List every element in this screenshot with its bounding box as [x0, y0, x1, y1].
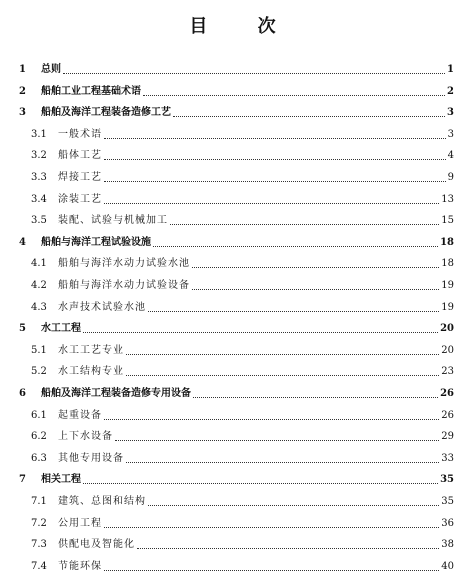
toc-entry-number: 7.2	[31, 517, 47, 529]
toc-dot-leader	[115, 438, 439, 441]
toc-entry-number: 4.1	[31, 258, 47, 270]
toc-entry-page-number: 35	[441, 496, 454, 507]
toc-entry-number: 3.4	[31, 193, 47, 205]
toc-dot-leader	[83, 330, 438, 333]
toc-entry-title: 船舶及海洋工程装备造修工艺	[41, 107, 171, 119]
toc-chapter-entry	[19, 317, 454, 335]
toc-section-entry	[31, 339, 454, 357]
toc-entry-title: 装配、试验与机械加工	[58, 215, 168, 227]
toc-entry-number: 3.1	[31, 128, 47, 140]
toc-entry-number: 3	[19, 107, 26, 119]
toc-section-entry	[31, 404, 454, 422]
toc-entry-page-number: 20	[440, 323, 454, 335]
toc-chapter-entry	[19, 382, 454, 400]
toc-entry-page-number: 2	[447, 85, 454, 97]
toc-entry-page-number: 29	[441, 431, 454, 443]
toc-entry-page-number: 13	[441, 193, 454, 205]
toc-entry-title: 公用工程	[58, 517, 102, 529]
toc-entry-page-number: 4	[447, 150, 454, 162]
toc-section-entry	[31, 512, 454, 530]
toc-dot-leader	[153, 244, 438, 247]
toc-dot-leader	[143, 93, 445, 96]
toc-dot-leader	[126, 373, 439, 376]
toc-entry-number: 3.3	[31, 172, 47, 183]
toc-entry-number: 7.3	[31, 539, 47, 551]
toc-dot-leader	[192, 287, 439, 290]
toc-entry-title: 船舶与海洋水动力试验水池	[58, 258, 190, 270]
toc-entry-number: 5.1	[31, 344, 47, 356]
toc-dot-leader	[126, 352, 439, 355]
toc-section-entry	[31, 425, 454, 443]
toc-entry-title: 一般术语	[58, 128, 102, 140]
toc-section-entry	[31, 533, 454, 551]
toc-entry-title: 船舶与海洋水动力试验设备	[58, 280, 190, 291]
toc-entry-page-number: 19	[441, 280, 454, 291]
toc-entry-title: 涂装工艺	[58, 193, 102, 205]
toc-entry-title: 节能环保	[58, 560, 102, 572]
toc-entry-title: 其他专用设备	[58, 452, 124, 464]
toc-entry-number: 7.1	[31, 496, 47, 507]
toc-section-entry	[31, 144, 454, 162]
toc-entry-page-number: 18	[441, 258, 454, 270]
toc-entry-page-number: 26	[441, 409, 454, 421]
toc-entry-title: 建筑、总图和结构	[58, 496, 146, 507]
toc-dot-leader	[104, 201, 439, 204]
toc-dot-leader	[173, 114, 445, 117]
toc-chapter-entry	[19, 231, 454, 249]
toc-entry-title: 水工工艺专业	[58, 344, 124, 356]
toc-section-entry	[31, 123, 454, 141]
toc-entry-page-number: 35	[440, 474, 454, 486]
toc-entry-number: 2	[19, 85, 26, 97]
toc-chapter-entry	[19, 101, 454, 119]
toc-entry-number: 6.3	[31, 452, 47, 464]
toc-entry-number: 5	[19, 323, 26, 335]
toc-entry-title: 船舶与海洋工程试验设施	[41, 236, 151, 248]
toc-entry-number: 6	[19, 388, 26, 399]
toc-entry-number: 4	[19, 236, 26, 248]
toc-section-entry	[31, 360, 454, 378]
toc-dot-leader	[104, 525, 439, 528]
toc-section-entry	[31, 555, 454, 573]
toc-dot-leader	[63, 71, 445, 74]
toc-entry-number: 5.2	[31, 366, 47, 378]
toc-entry-page-number: 36	[441, 517, 454, 529]
toc-chapter-entry	[19, 468, 454, 486]
toc-section-entry	[31, 209, 454, 227]
toc-entry-page-number: 3	[447, 107, 454, 119]
toc-entry-title: 起重设备	[58, 409, 102, 421]
toc-title: 目 次	[189, 16, 298, 37]
toc-dot-leader	[137, 546, 439, 549]
toc-dot-leader	[104, 136, 446, 139]
toc-entry-number: 7.4	[31, 560, 47, 572]
toc-section-entry	[31, 296, 454, 314]
toc-entry-title: 船舶及海洋工程装备造修专用设备	[41, 388, 191, 399]
toc-section-entry	[31, 274, 454, 292]
toc-section-entry	[31, 447, 454, 465]
toc-section-entry	[31, 188, 454, 206]
toc-entry-title: 水工工程	[41, 323, 81, 335]
toc-entry-page-number: 20	[441, 344, 454, 356]
toc-entry-title: 总则	[41, 64, 61, 75]
toc-entry-title: 水工结构专业	[58, 366, 124, 378]
toc-entry-page-number: 9	[447, 172, 454, 183]
toc-dot-leader	[104, 568, 439, 571]
toc-section-entry	[31, 490, 454, 508]
toc-dot-leader	[104, 179, 446, 182]
toc-entry-number: 7	[19, 474, 26, 486]
toc-dot-leader	[193, 395, 438, 398]
toc-entry-page-number: 23	[441, 366, 454, 378]
toc-entry-page-number: 38	[441, 539, 454, 551]
toc-dot-leader	[148, 309, 439, 312]
toc-entry-title: 水声技术试验水池	[58, 301, 146, 313]
toc-section-entry	[31, 166, 454, 184]
toc-dot-leader	[83, 481, 438, 484]
toc-chapter-entry	[19, 80, 454, 98]
toc-entry-title: 上下水设备	[58, 431, 113, 443]
toc-entry-page-number: 15	[441, 215, 454, 227]
toc-dot-leader	[126, 460, 439, 463]
toc-dot-leader	[104, 157, 446, 160]
toc-entry-number: 6.1	[31, 409, 47, 421]
toc-entry-title: 供配电及智能化	[58, 539, 135, 551]
toc-entry-number: 4.2	[31, 280, 47, 291]
toc-section-entry	[31, 252, 454, 270]
toc-dot-leader	[170, 222, 439, 225]
toc-entry-page-number: 33	[441, 452, 454, 464]
toc-entry-number: 6.2	[31, 431, 47, 443]
toc-entry-title: 焊接工艺	[58, 172, 102, 183]
toc-entry-page-number: 1	[447, 64, 454, 75]
toc-entry-page-number: 26	[440, 388, 454, 399]
toc-entry-number: 3.2	[31, 150, 47, 162]
toc-entry-title: 相关工程	[41, 474, 81, 486]
toc-entry-title: 船体工艺	[58, 150, 102, 162]
toc-chapter-entry	[19, 58, 454, 76]
toc-entry-page-number: 18	[440, 236, 454, 248]
toc-entry-page-number: 19	[441, 301, 454, 313]
toc-entry-number: 3.5	[31, 215, 47, 227]
toc-entry-page-number: 40	[441, 560, 454, 572]
toc-entry-number: 1	[19, 64, 26, 75]
toc-entry-number: 4.3	[31, 301, 47, 313]
toc-entry-title: 船舶工业工程基础术语	[41, 85, 141, 97]
toc-dot-leader	[148, 503, 439, 506]
toc-dot-leader	[104, 417, 439, 420]
toc-dot-leader	[192, 265, 439, 268]
toc-entry-page-number: 3	[447, 128, 454, 140]
